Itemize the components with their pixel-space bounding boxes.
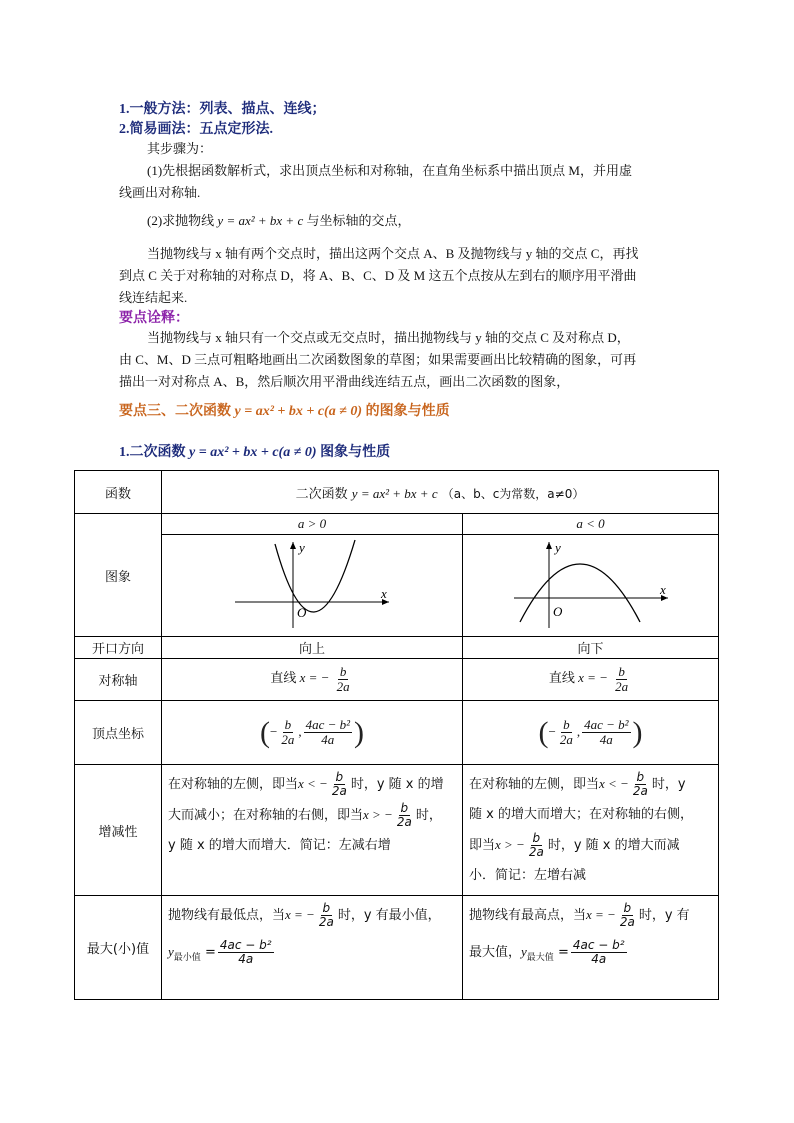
mono-neg-line1: [469, 769, 712, 800]
condition-fraction: [317, 902, 336, 928]
fraction-numerator: 4ac − b²: [305, 717, 351, 733]
section3-heading: [119, 400, 450, 420]
fraction-numerator: 4ac − b²: [584, 717, 629, 733]
vertex-x-fraction: [558, 718, 575, 746]
fraction-numerator: b: [339, 664, 347, 680]
mono-neg-line4: 小．简记：左增右减: [469, 868, 587, 883]
text: 即当: [469, 838, 496, 853]
condition: x < −: [298, 776, 328, 791]
condition-fraction: [330, 771, 349, 797]
fraction-numerator: b: [335, 770, 344, 785]
opening-positive: 向上: [162, 637, 463, 659]
vertex-comma: ,: [576, 723, 581, 739]
mono-negative: [463, 765, 719, 896]
condition: x > −: [363, 807, 393, 822]
function-prefix: 二次函数: [295, 486, 348, 502]
extreme-neg-line2: [469, 937, 712, 973]
table-row-graphs: [75, 535, 719, 637]
steps-intro: 其步骤为：: [147, 141, 213, 156]
fraction-denominator: 4a: [321, 732, 335, 747]
vertex-x-fraction: [279, 718, 296, 746]
condition: x > −: [495, 837, 525, 852]
equals: =: [204, 945, 216, 960]
mono-positive: [162, 765, 463, 896]
axis-label-x-neg: x: [659, 581, 666, 597]
fraction-denominator: 2a: [281, 732, 295, 747]
fraction-numerator: b: [636, 770, 645, 785]
fraction-numerator: b: [284, 717, 292, 733]
condition-fraction: [631, 771, 650, 797]
condition: x < −: [599, 776, 629, 791]
fraction-denominator: 2a: [528, 845, 544, 859]
text: 在对称轴的左侧，即当: [469, 777, 600, 792]
case-negative: a < 0: [463, 514, 719, 535]
vertex-y-fraction: [304, 718, 352, 746]
fraction-denominator: 4a: [591, 952, 607, 966]
table-row-monotonicity: [75, 765, 719, 896]
function-note: （a、b、c为常数，a≠0）: [441, 486, 585, 501]
table-row-vertex: [75, 701, 719, 765]
axis-label-y: y: [299, 539, 305, 555]
subsection-formula: y = ax² + bx + c(a ≠ 0): [189, 445, 317, 460]
fraction-numerator: b: [623, 901, 632, 916]
table-row-extreme: [75, 896, 719, 1000]
origin-label-neg: O: [552, 603, 562, 619]
fraction-denominator: 2a: [318, 915, 334, 929]
label-function: 函数: [75, 471, 162, 514]
table-row-cases: [75, 514, 719, 535]
vertex-positive: (− $\frac{b}{2a}$ , $\frac{\text{4ac − b²}}{4a}$ ): [162, 701, 463, 765]
step3-line3: 线连结起来.: [119, 290, 188, 305]
text: 抛物线有最低点，当: [168, 908, 286, 923]
section3-heading-formula: y = ax² + bx + c(a ≠ 0): [234, 404, 363, 419]
fraction-denominator: 4a: [599, 732, 613, 747]
text: 在对称轴的左侧，即当: [168, 777, 299, 792]
table-row-opening: [75, 637, 719, 659]
text: 时，y 有: [638, 908, 690, 923]
extreme-pos-line1: [168, 900, 456, 931]
text: 时，: [415, 808, 442, 823]
fraction-numerator: 4ac − b²: [572, 938, 625, 953]
fraction-denominator: 2a: [632, 784, 648, 798]
axis-fraction-pos: [335, 665, 352, 693]
axis-positive: [162, 659, 463, 701]
equals: =: [557, 945, 569, 960]
value-fraction: [218, 939, 274, 965]
mono-pos-line1: [168, 769, 456, 800]
vertex-minus: −: [269, 723, 278, 739]
condition: x = −: [285, 907, 315, 922]
text: 大而减小；在对称轴的右侧，即当: [168, 808, 364, 823]
section3-heading-prefix: 要点三、二次函数: [119, 404, 231, 419]
condition: x = −: [586, 907, 616, 922]
graph-cell-positive: [162, 535, 463, 637]
properties-table: [74, 470, 719, 1000]
extreme-negative: [463, 896, 719, 1000]
table-row-axis: [75, 659, 719, 701]
axis-prefix-neg: 直线: [548, 671, 575, 687]
step2-formula: y = ax² + bx + c: [217, 213, 304, 228]
subsection-prefix: 1.二次函数: [119, 445, 186, 460]
explain-line2: 由 C、M、D 三点可粗略地画出二次函数图象的草图；如果需要画出比较精确的图象，可再: [119, 352, 637, 367]
fraction-denominator: 2a: [336, 679, 350, 694]
condition-fraction: [527, 832, 546, 858]
fraction-numerator: 4ac − b²: [219, 938, 272, 953]
vertex-comma: ,: [298, 723, 302, 739]
subscript: 最大值: [526, 953, 554, 963]
step3-line2: 到点 C 关于对称轴的对称点 D，将 A、B、C、D 及 M 这五个点按从左到右的顺序用平滑曲: [119, 268, 637, 283]
opening-negative: 向下: [463, 637, 719, 659]
step1-line2: 线画出对称轴.: [119, 185, 201, 200]
method-heading-1: 1.一般方法：列表、描点、连线；: [119, 102, 326, 117]
parabola-down-graph: [506, 536, 676, 632]
step2-prefix: (2)求抛物线: [147, 213, 215, 228]
subscript: 最小值: [173, 953, 201, 963]
axis-fraction-neg: [613, 665, 630, 693]
vertex-negative: (− $\frac{b}{2a}$ , $\frac{\text{4ac − b²}}{4a}$ ): [463, 701, 719, 765]
axis-label-y-neg: y: [554, 539, 561, 555]
section3-heading-suffix: 的图象与性质: [365, 404, 450, 419]
function-cell: [162, 471, 719, 514]
mono-neg-line2: 随 x 的增大而增大；在对称轴的右侧，: [469, 807, 693, 822]
case-positive: a > 0: [162, 514, 463, 535]
axis-label-x: x: [381, 585, 387, 601]
subsection-suffix: 图象与性质: [320, 445, 391, 460]
condition-fraction: [395, 802, 414, 828]
extreme-neg-line1: [469, 900, 712, 931]
axis-lhs-pos: x = −: [299, 670, 330, 686]
step3-line1: 当抛物线与 x 轴有两个交点时，描出这两个交点 A、B 及抛物线与 y 轴的交点 C，再找: [147, 246, 639, 261]
axis-negative: [463, 659, 719, 701]
mono-pos-line2: [168, 800, 456, 831]
text: 时，y 随 x 的增: [350, 777, 444, 792]
table-row-function: [75, 471, 719, 514]
explain-heading: 要点诠释：: [119, 311, 189, 326]
explain-line1: 当抛物线与 x 轴只有一个交点或无交点时，描出抛物线与 y 轴的交点 C 及对称点 D，: [147, 330, 630, 345]
text: 抛物线有最高点，当: [469, 908, 587, 923]
method-heading-2: 2.简易画法：五点定形法.: [119, 122, 273, 137]
origin-label: O: [297, 604, 307, 620]
label-monotonicity: 增减性: [75, 765, 162, 896]
axis-lhs-neg: x = −: [578, 670, 608, 686]
vertex-y-fraction: [582, 718, 630, 746]
label-extreme: 最大(小)值: [75, 896, 162, 1000]
value-fraction: [571, 939, 627, 965]
text: 时，y: [651, 777, 686, 792]
y-symbol: y: [168, 944, 174, 959]
step2-suffix: 与坐标轴的交点，: [306, 213, 411, 228]
extreme-pos-line2: [168, 937, 456, 973]
subsection-heading: [119, 441, 390, 461]
fraction-denominator: 2a: [331, 784, 347, 798]
explain-line3: 描出一对对称点 A、B，然后顺次用平滑曲线连结五点，画出二次函数的图象，: [119, 374, 570, 389]
label-axis: 对称轴: [75, 659, 162, 701]
label-vertex: 顶点坐标: [75, 701, 162, 765]
text: 最大值，: [469, 945, 522, 960]
parabola-up-graph: [227, 536, 397, 632]
axis-prefix-pos: 直线: [270, 671, 297, 687]
step2-line: [147, 210, 410, 232]
label-opening: 开口方向: [75, 637, 162, 659]
fraction-denominator: 2a: [559, 732, 573, 747]
fraction-numerator: b: [618, 664, 625, 680]
function-formula: y = ax² + bx + c: [351, 485, 438, 501]
condition-fraction: [618, 902, 637, 928]
y-symbol: y: [521, 944, 527, 959]
step1-line1: (1)先根据函数解析式，求出顶点坐标和对称轴，在直角坐标系中描出顶点 M，并用虚: [147, 163, 632, 178]
mono-pos-line3: y 随 x 的增大而增大．简记：左减右增: [168, 838, 391, 853]
fraction-numerator: b: [532, 831, 541, 846]
graph-cell-negative: [463, 535, 719, 637]
mono-neg-line3: [469, 830, 712, 861]
fraction-numerator: b: [563, 717, 570, 733]
fraction-numerator: b: [322, 901, 331, 916]
text: 时，y 有最小值，: [337, 908, 441, 923]
vertex-minus: −: [548, 723, 556, 739]
text: 时，y 随 x 的增大而减: [547, 838, 680, 853]
fraction-numerator: b: [400, 801, 409, 816]
label-graph: 图象: [75, 514, 162, 637]
fraction-denominator: 2a: [615, 679, 629, 694]
fraction-denominator: 4a: [238, 952, 254, 966]
fraction-denominator: 2a: [396, 815, 412, 829]
fraction-denominator: 2a: [619, 915, 635, 929]
extreme-positive: [162, 896, 463, 1000]
